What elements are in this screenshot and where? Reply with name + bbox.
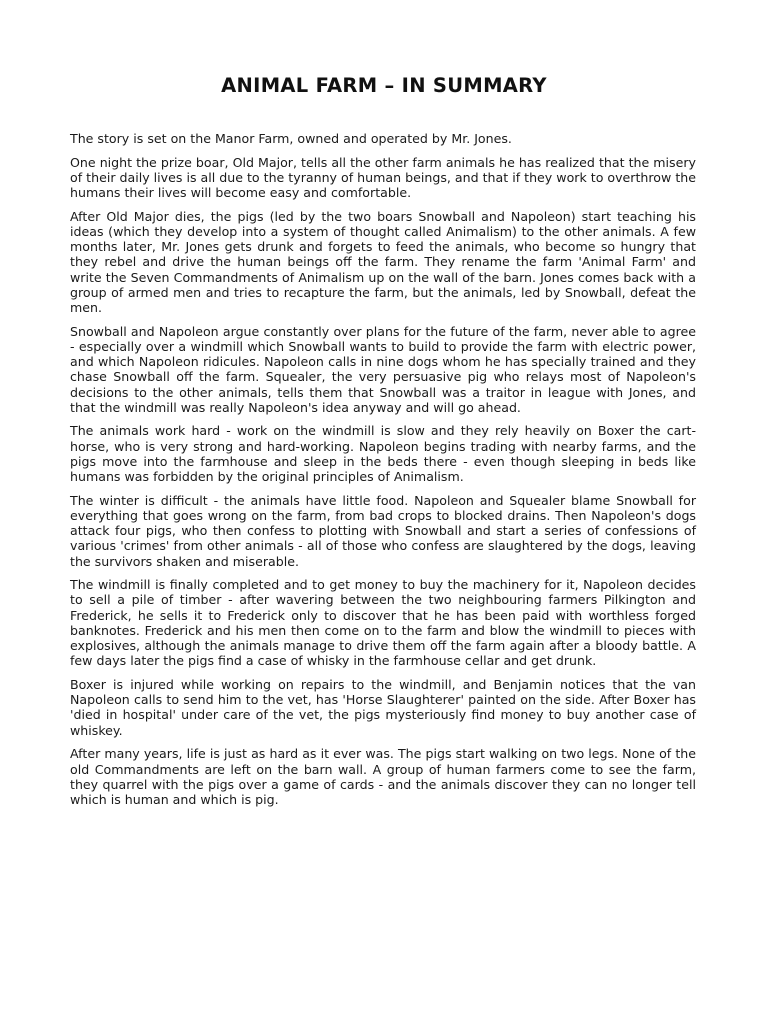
paragraph-winter: The winter is difficult - the animals have little food. Napoleon and Squealer blame Snowball for everything that goes wrong on the farm, from bad crops to blocked drains. Then Napoleon's dogs attack four pigs, who then confess to plotting with Snowball and start a series of confessions of various 'crimes' from other animals - all of those who confess are slaughtered by the dogs, leaving the survivors shaken and miserable.: [70, 492, 696, 569]
paragraph-rebellion: After Old Major dies, the pigs (led by the two boars Snowball and Napoleon) start teaching his ideas (which they develop into a system of thought called Animalism) to the other animals. A few months later, Mr. Jones gets drunk and forgets to feed the animals, who become so hungry that they rebel and drive the human beings off the farm. They rename the farm 'Animal Farm' and write the Seven Commandments of Animalism up on the wall of the barn. Jones comes back with a group of armed men and tries to recapture the farm, but the animals, led by Snowball, defeat the men.: [70, 208, 696, 316]
paragraph-boxer: Boxer is injured while working on repairs to the windmill, and Benjamin notices that the van Napoleon calls to send him to the vet, has 'Horse Slaughterer' painted on the side. After Boxer has 'died in hospital' under care of the vet, the pigs mysteriously find money to buy another case of whiskey.: [70, 677, 696, 738]
paragraph-setting: The story is set on the Manor Farm, owned and operated by Mr. Jones.: [70, 131, 512, 146]
document-title: ANIMAL FARM – IN SUMMARY: [221, 74, 547, 97]
paragraph-hard-work: The animals work hard - work on the windmill is slow and they rely heavily on Boxer the cart-horse, who is very strong and hard-working. Napoleon begins trading with nearby farms, and the pigs move into the farmhouse and sleep in the beds there - even though sleeping in beds like humans was forbidden by the original principles of Animalism.: [70, 423, 696, 485]
paragraph-old-major: One night the prize boar, Old Major, tells all the other farm animals he has realized that the misery of their daily lives is all due to the tyranny of human beings, and that if they work to overthrow the humans their lives will become easy and comfortable.: [70, 154, 696, 201]
paragraph-snowball-napoleon: Snowball and Napoleon argue constantly over plans for the future of the farm, never able to agree - especially over a windmill which Snowball wants to build to provide the farm with electric power, and which Napoleon ridicules. Napoleon calls in nine dogs whom he has specially trained and they chase Snowball off the farm. Squealer, the very persuasive pig who relays most of Napoleon's decisions to the other animals, tells them that Snowball was a traitor in league with Jones, and that the windmill was really Napoleon's idea anyway and will go ahead.: [70, 323, 696, 415]
paragraph-windmill: The windmill is finally completed and to get money to buy the machinery for it, Napoleon decides to sell a pile of timber - after wavering between the two neighbouring farmers Pilkington and Frederick, he sells it to Frederick only to discover that he has been paid with worthless forged banknotes. Frederick and his men then come on to the farm and blow the windmill to pieces with explosives, although the animals manage to drive them off the farm again after a bloody battle. A few days later the pigs find a case of whisky in the farmhouse cellar and get drunk.: [70, 577, 696, 669]
paragraph-ending: After many years, life is just as hard as it ever was. The pigs start walking on two legs. None of the old Commandments are left on the barn wall. A group of human farmers come to see the farm, they quarrel with the pigs over a game of cards - and the animals discover they can no longer tell which is human and which is pig.: [70, 746, 696, 807]
document-body: [70, 131, 696, 816]
